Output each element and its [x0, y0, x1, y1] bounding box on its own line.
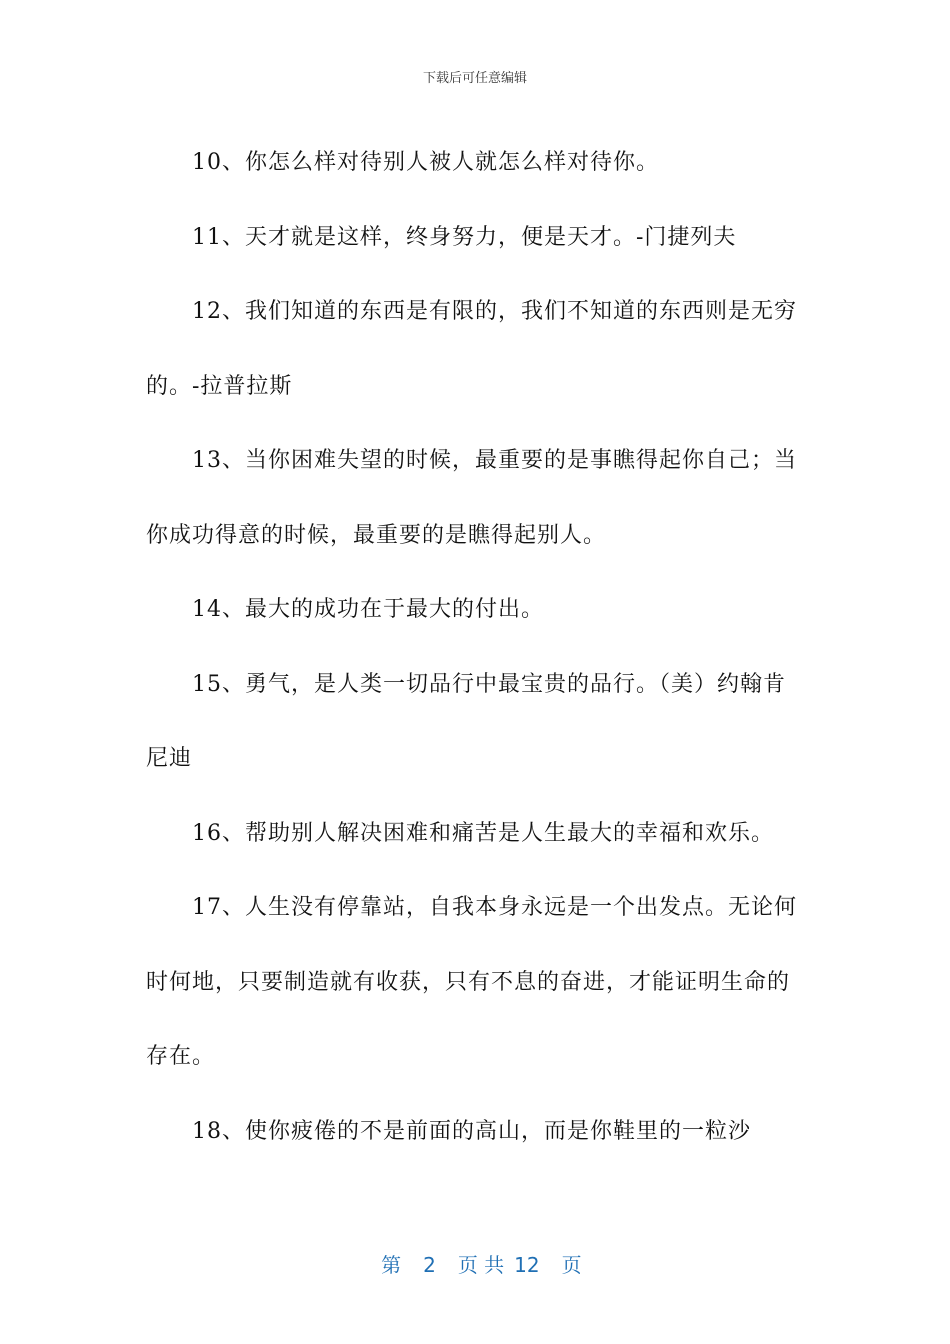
quote-paragraph-18: 18、使你疲倦的不是前面的高山，而是你鞋里的一粒沙: [192, 1118, 751, 1144]
footer-total-pages: 12: [514, 1253, 540, 1277]
page-header-note: 下载后可任意编辑: [422, 71, 527, 86]
document-body: [146, 126, 806, 1169]
footer-current-page: 2: [423, 1253, 436, 1277]
quote-paragraph-10: 10、你怎么样对待别人被人就怎么样对待你。: [192, 150, 659, 175]
quote-paragraph-14: 14、最大的成功在于最大的付出。: [192, 597, 544, 622]
footer-middle: 页 共: [457, 1253, 505, 1277]
quote-paragraph-15: 15、勇气，是人类一切品行中最宝贵的品行。（美）约翰肯尼迪: [146, 671, 786, 771]
quote-paragraph-13: 13、当你困难失望的时候，最重要的是事瞧得起你自己；当你成功得意的时候，最重要的是瞧得起别人。: [146, 448, 797, 548]
quote-paragraph-16: 16、帮助别人解决困难和痛苦是人生最大的幸福和欢乐。: [192, 820, 774, 846]
footer-prefix: 第: [381, 1253, 402, 1277]
quote-paragraph-17: 17、人生没有停靠站，自我本身永远是一个出发点。无论何时何地，只要制造就有收获，只有不息的奋进，才能证明生命的存在。: [146, 895, 797, 1069]
footer-suffix: 页: [561, 1253, 582, 1277]
quote-paragraph-12: 12、我们知道的东西是有限的，我们不知道的东西则是无穷的。-拉普拉斯: [146, 299, 797, 399]
page-footer: [0, 1225, 950, 1278]
quote-paragraph-11: 11、天才就是这样，终身努力，便是天才。-门捷列夫: [192, 224, 737, 250]
